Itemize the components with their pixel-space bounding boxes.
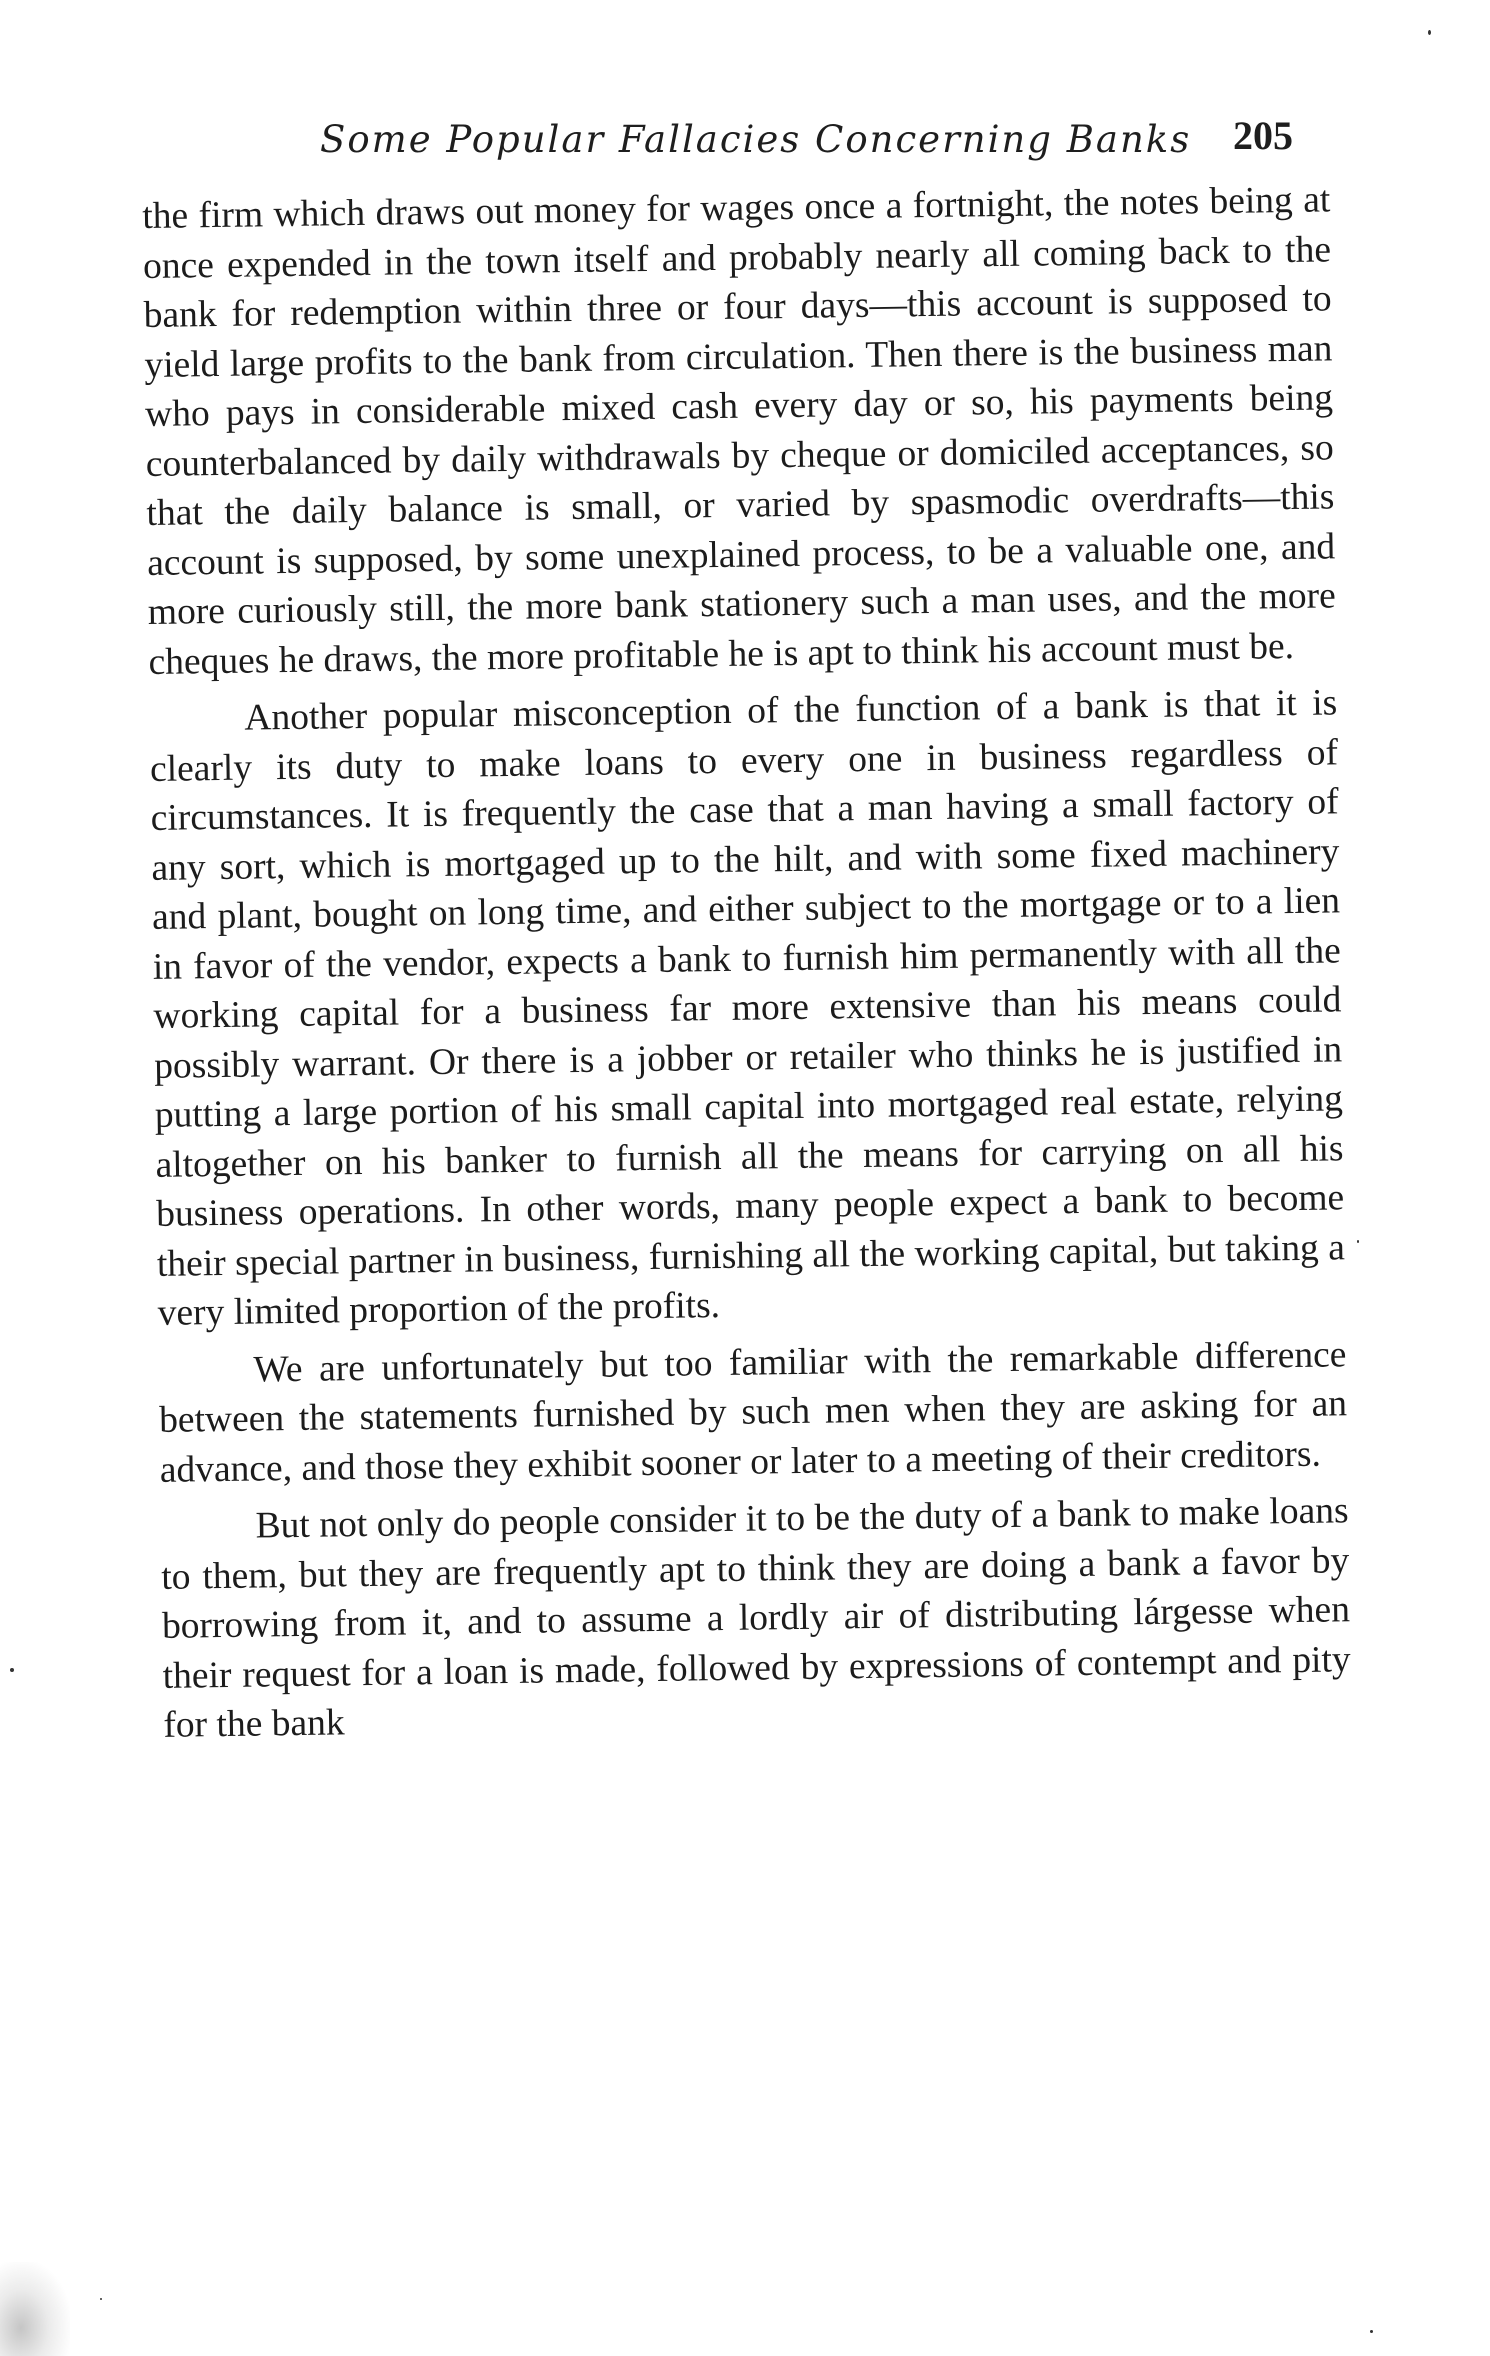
paragraph-continued: the firm which draws out money for wages once a fortnight, the notes being at once expended in the town itself and probably nearly all coming back to the bank for redemption within three or four days—this account is supposed to yield large profits to the bank from circulation. Then there is the business man who pays in considerable mixed cash every day or so, his payments being counterbalanced by daily withdrawals by cheque or domiciled acceptances, so that the daily balance is small, or varied by spasmodic overdrafts—this account is supposed, by some unexplained process, to be a valuable one, and more curiously still, the more bank stationery such a man uses, and the more cheques he draws, the more profitable he is apt to think his account must be. xyxy=(142,179,1337,683)
scan-speck xyxy=(1357,1240,1359,1243)
scan-speck xyxy=(10,1668,14,1672)
scan-speck xyxy=(100,2298,102,2300)
scan-speck xyxy=(1428,30,1431,35)
scan-smudge xyxy=(0,2262,70,2356)
paragraph: We are unfortunately but too familiar with the remarkable difference between the statements furnished by such men when they are asking for an advance, and those they exhibit sooner or later to a meeting of their creditors. xyxy=(158,1333,1348,1491)
scan-speck xyxy=(1370,2330,1373,2333)
paragraph: But not only do people consider it to be the duty of a bank to make loans to them, but they are frequently apt to think they are doing a bank a favor by borrowing from it, and to assume a lordly air of distributing lárgesse when their request for a loan is made, followed by expressions of contempt and pity for the bank xyxy=(161,1490,1351,1746)
paragraph: Another popular misconception of the function of a bank is that it is clearly its duty to make loans to every one in business regardless of circumstances. It is frequently the case that a man having a small factory of any sort, which is mortgaged up to the hilt, and with some fixed machinery and plant, bought on long time, and either subject to the mortgage or to a lien in favor of the vendor, expects a bank to furnish him permanently with all the working capital for a business far more extensive than his means could possibly warrant. Or there is a jobber or retailer who thinks he is justified in putting a large portion of his small capital into mortgaged real estate, relying altogether on his banker to furnish all the means for carrying on all his business operations. In other words, many people expect a bank to become their special partner in business, furnishing all the working capital, but taking a very limited proportion of the profits. xyxy=(149,682,1346,1334)
running-title: Some Popular Fallacies Concerning Banks xyxy=(320,118,1192,161)
page-number: 205 xyxy=(1233,113,1293,158)
running-head xyxy=(145,108,1335,168)
body-text xyxy=(142,175,1352,1750)
